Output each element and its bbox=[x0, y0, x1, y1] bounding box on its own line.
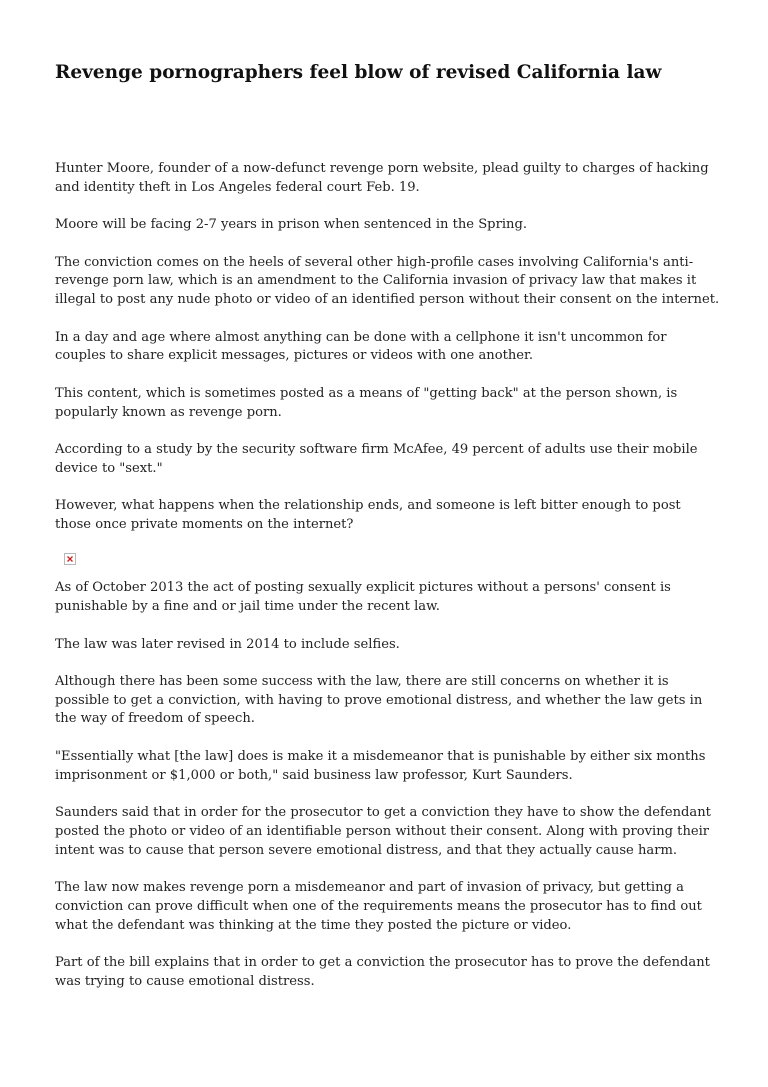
paragraph: The law was later revised in 2014 to include selfies. bbox=[55, 636, 400, 652]
paragraph: According to a study by the security software firm McAfee, 49 percent of adults use their mobile device to "sext." bbox=[55, 441, 698, 476]
paragraph: Although there has been some success with the law, there are still concerns on whether it is possible to get a conviction, with having to prove emotional distress, and whether the law gets in the way of freedom of speech. bbox=[55, 673, 703, 727]
paragraph: Hunter Moore, founder of a now-defunct revenge porn website, plead guilty to charges of hacking and identity theft in Los Angeles federal court Feb. 19. bbox=[55, 161, 709, 195]
paragraph: Part of the bill explains that in order to get a conviction the prosecutor has to prove the defendant was trying to cause emotional distress. bbox=[55, 955, 710, 989]
article-title: Revenge pornographers feel blow of revised California law bbox=[55, 62, 662, 83]
paragraph: In a day and age where almost anything can be done with a cellphone it isn't uncommon for couples to share explicit messages, pictures or videos with one another. bbox=[55, 329, 667, 364]
paragraph: As of October 2013 the act of posting sexually explicit pictures without a persons' consent is punishable by a fine and or jail time under the recent law. bbox=[55, 580, 671, 615]
paragraph: "Essentially what [the law] does is make it a misdemeanor that is punishable by either six months imprisonment or $1,000 or both," said business law professor, Kurt Saunders. bbox=[55, 748, 706, 783]
paragraph: Moore will be facing 2-7 years in prison when sentenced in the Spring. bbox=[55, 217, 527, 233]
paragraph: The law now makes revenge porn a misdemeanor and part of invasion of privacy, but getting a conviction can prove difficult when one of the requirements means the prosecutor has to find out what the defendant was thinking at the time they posted the picture or video. bbox=[55, 880, 702, 933]
paragraph: The conviction comes on the heels of several other high-profile cases involving California's anti-revenge porn law, which is an amendment to the California invasion of privacy law that makes it illegal to post any nude photo or video of an identified person without their consent on the internet. bbox=[55, 254, 720, 308]
paragraph: Saunders said that in order for the prosecutor to get a conviction they have to show the defendant posted the photo or video of an identifiable person without their consent. Along with proving their intent was to cause that person severe emotional distress, and that they actually cause harm. bbox=[55, 805, 711, 858]
article-body bbox=[55, 160, 720, 1010]
paragraph: This content, which is sometimes posted as a means of "getting back" at the person shown, is popularly known as revenge porn. bbox=[55, 385, 678, 420]
paragraph: However, what happens when the relationship ends, and someone is left bitter enough to post those once private moments on the internet? bbox=[55, 498, 681, 532]
broken-image-icon bbox=[64, 553, 76, 565]
